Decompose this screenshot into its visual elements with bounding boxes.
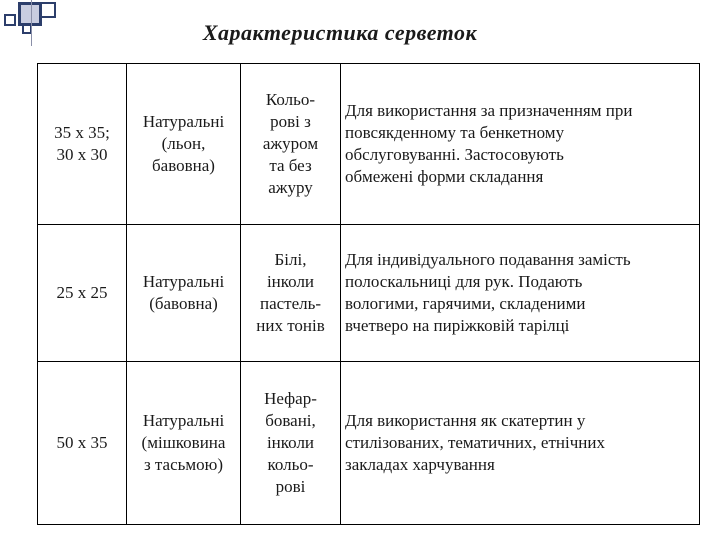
- use-cell: Для використання за призначенням при повсякденному та бенкетному обслуговуванні. Застосовують обмежені форми складання: [341, 64, 700, 225]
- deco-square: [40, 2, 56, 18]
- size-cell: 50 х 35: [38, 362, 127, 525]
- color-cell: Нефар- бовані, інколи кольо- рові: [241, 362, 341, 525]
- color-cell: Білі, інколи пастель- них тонів: [241, 225, 341, 362]
- table-row: [38, 64, 700, 225]
- table-row: [38, 225, 700, 362]
- use-cell: Для використання як скатертин у стилізованих, тематичних, етнічних закладах харчування: [341, 362, 700, 525]
- size-cell: 25 х 25: [38, 225, 127, 362]
- material-cell: Натуральні (бавовна): [127, 225, 241, 362]
- table-row: [38, 362, 700, 525]
- napkin-table: [37, 63, 700, 525]
- material-cell: Натуральні (льон, бавовна): [127, 64, 241, 225]
- use-cell: Для індивідуального подавання замість полоскальниці для рук. Подають вологими, гарячими, складеними вчетверо на пиріжковій тарілці: [341, 225, 700, 362]
- size-cell: 35 х 35; 30 х 30: [38, 64, 127, 225]
- material-cell: Натуральні (мішковина з тасьмою): [127, 362, 241, 525]
- color-cell: Кольо- рові з ажуром та без ажуру: [241, 64, 341, 225]
- page-title: Характеристика серветок: [202, 20, 478, 45]
